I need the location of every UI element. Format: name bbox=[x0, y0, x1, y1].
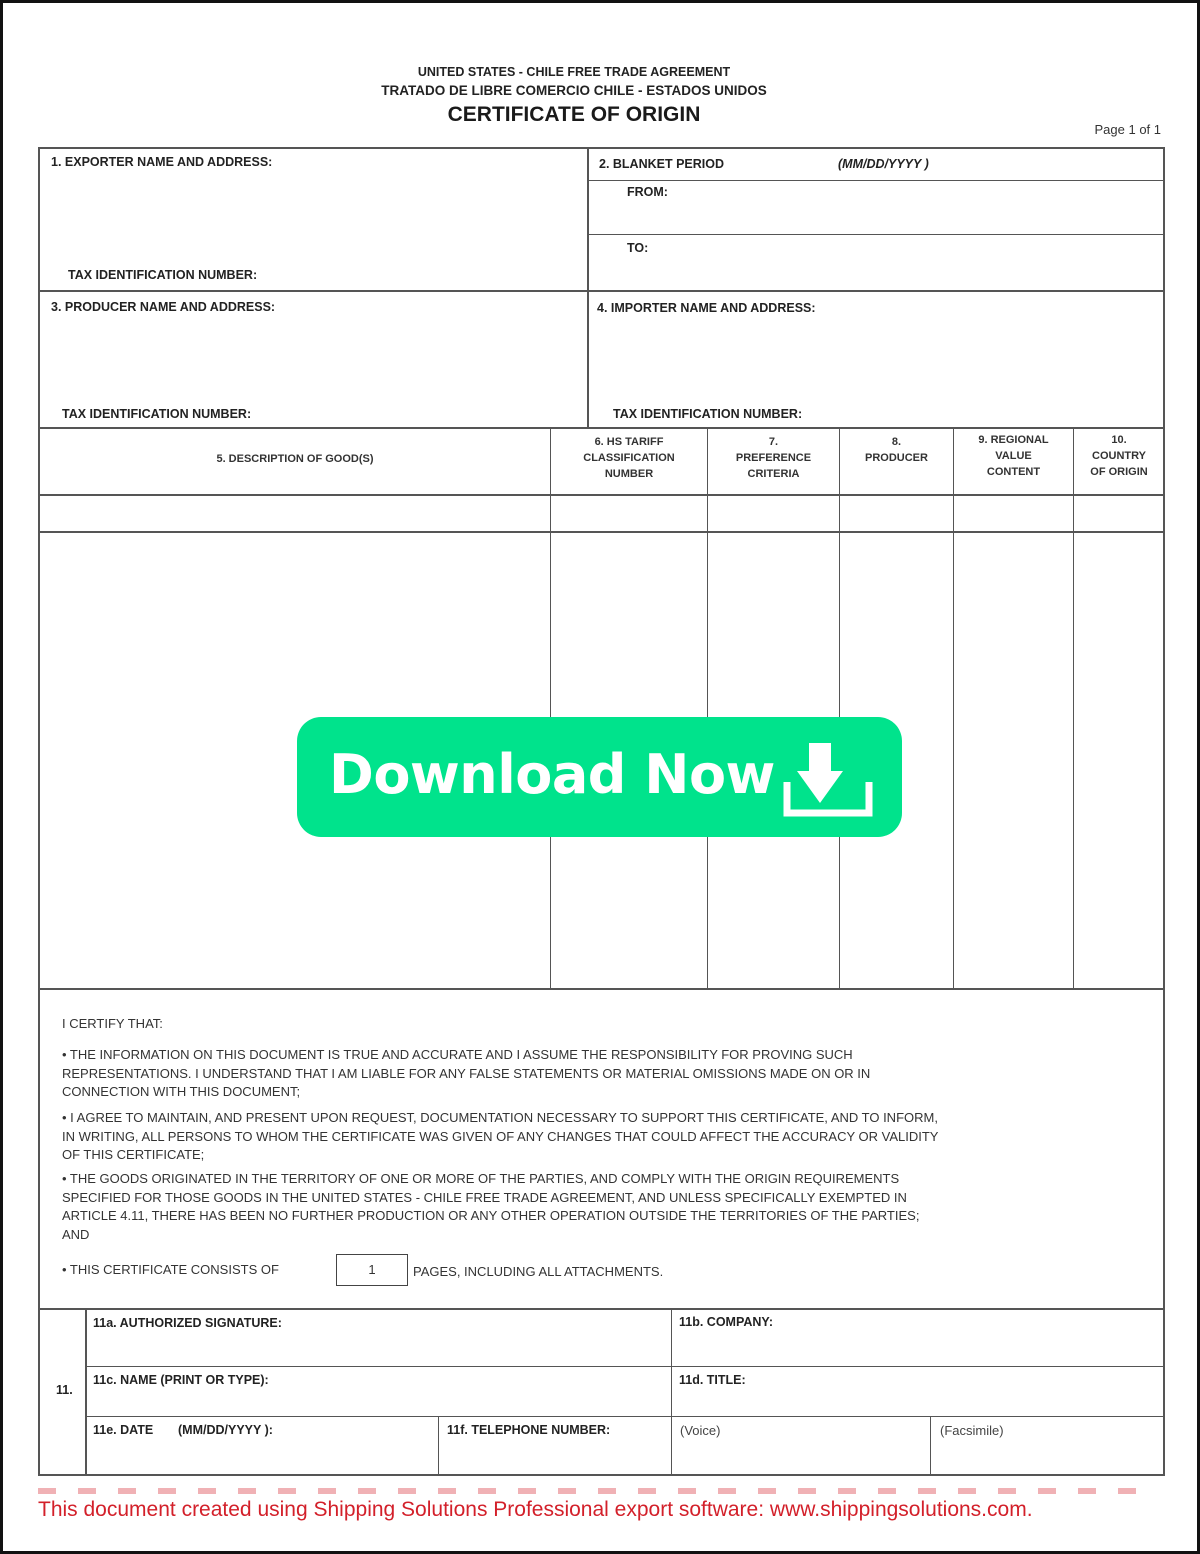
section-11-label: 11. bbox=[56, 1383, 73, 1397]
download-now-button[interactable] bbox=[297, 717, 902, 837]
certify-bullet-1: • THE INFORMATION ON THIS DOCUMENT IS TRUE AND ACCURATE AND I ASSUME THE RESPONSIBILITY FOR PROVING SUCH REPRESENTATIONS. I UNDERSTAND THAT I AM LIABLE FOR ANY FALSE STATEMENTS OR MATERIAL OMISSIONS MADE ON OR IN CONNECTION WITH THIS DOCUMENT; bbox=[62, 1047, 871, 1099]
authorized-signature-label: 11a. AUTHORIZED SIGNATURE: bbox=[93, 1316, 282, 1330]
company-label: 11b. COMPANY: bbox=[679, 1315, 773, 1329]
voice-fax-divider bbox=[930, 1416, 931, 1476]
signature-top bbox=[38, 1308, 1165, 1310]
download-now-label: Download Now bbox=[329, 743, 775, 806]
agreement-title-en: UNITED STATES - CHILE FREE TRADE AGREEMENT bbox=[417, 65, 731, 79]
table-row[interactable] bbox=[40, 496, 1163, 531]
exporter-field[interactable] bbox=[44, 175, 584, 260]
voice-phone-field[interactable] bbox=[674, 1440, 928, 1474]
producer-field[interactable] bbox=[44, 320, 584, 400]
page-indicator: Page 1 of 1 bbox=[1094, 122, 1161, 137]
table-bottom bbox=[38, 988, 1165, 990]
date-format: (MM/DD/YYYY ): bbox=[178, 1423, 273, 1437]
title-field[interactable] bbox=[674, 1390, 1162, 1414]
download-icon bbox=[783, 737, 873, 817]
footer-ghost-text bbox=[38, 1488, 1148, 1494]
certify-bullet-3: • THE GOODS ORIGINATED IN THE TERRITORY OF ONE OR MORE OF THE PARTIES, AND COMPLY WITH THE ORIGIN REQUIREMENTS SPECIFIED FOR THOSE GOODS IN THE UNITED STATES - CHILE FREE TRADE AGREEMENT, AND UNLESS SPECIFICALLY EXEMPTED IN ARTICLE 4.11, THERE HAS BEEN NO FURTHER PRODUCTION OR ANY OTHER OPERATION OUTSIDE THE TERRITORIES OF THE PARTIES; AND bbox=[62, 1171, 920, 1242]
row-divider-1 bbox=[38, 290, 1165, 292]
agreement-title-es: TRATADO DE LIBRE COMERCIO CHILE - ESTADOS UNIDOS bbox=[381, 83, 767, 98]
facsimile-label: (Facsimile) bbox=[940, 1423, 1004, 1438]
importer-tax-id-label: TAX IDENTIFICATION NUMBER: bbox=[613, 407, 803, 421]
certify-heading: I CERTIFY THAT: bbox=[62, 1016, 163, 1031]
producer-label: 3. PRODUCER NAME AND ADDRESS: bbox=[51, 300, 276, 314]
form-border-bottom bbox=[38, 1474, 1165, 1476]
page-title: CERTIFICATE OF ORIGIN bbox=[447, 103, 701, 126]
blanket-period-label: 2. BLANKET PERIOD bbox=[599, 157, 725, 171]
section-divider-vertical bbox=[587, 147, 589, 429]
telephone-area bbox=[441, 1440, 669, 1474]
row-divider-2 bbox=[38, 427, 1165, 429]
exporter-tax-id-label: TAX IDENTIFICATION NUMBER: bbox=[68, 268, 258, 282]
telephone-label: 11f. TELEPHONE NUMBER: bbox=[447, 1423, 611, 1437]
col-header-country: 10. COUNTRY OF ORIGIN bbox=[1090, 434, 1148, 478]
company-field[interactable] bbox=[674, 1334, 1162, 1364]
pages-suffix: PAGES, INCLUDING ALL ATTACHMENTS. bbox=[413, 1264, 664, 1279]
col-header-description: 5. DESCRIPTION OF GOOD(S) bbox=[216, 453, 374, 465]
certify-bullet-2: • I AGREE TO MAINTAIN, AND PRESENT UPON REQUEST, DOCUMENTATION NECESSARY TO SUPPORT THIS CERTIFICATE, AND TO INFORM, IN WRITING, ALL PERSONS TO WHOM THE CERTIFICATE WAS GIVEN OF ANY CHANGES THAT COULD AFFECT THE ACCURACY OR VALIDITY OF THIS CERTIFICATE; bbox=[62, 1110, 939, 1162]
date-label: 11e. DATE bbox=[93, 1423, 154, 1437]
producer-tax-id-label: TAX IDENTIFICATION NUMBER: bbox=[62, 407, 252, 421]
date-field[interactable] bbox=[88, 1440, 436, 1474]
pages-count-input[interactable]: 1 bbox=[336, 1254, 408, 1286]
signature-row-2-bottom bbox=[86, 1416, 1164, 1417]
fax-field[interactable] bbox=[933, 1440, 1162, 1474]
authorized-signature-field[interactable] bbox=[88, 1334, 668, 1364]
form-border-right bbox=[1163, 147, 1165, 1476]
footer-notice: This document created using Shipping Solutions Professional export software: www.shippingsolutions.com. bbox=[38, 1498, 1033, 1521]
blanket-to-label: TO: bbox=[627, 241, 649, 255]
signature-middle-divider bbox=[671, 1308, 672, 1476]
col-header-hs-tariff: 6. HS TARIFF CLASSIFICATION NUMBER bbox=[583, 436, 675, 480]
signature-row-1-bottom bbox=[86, 1366, 1164, 1367]
blanket-from-label: FROM: bbox=[627, 185, 668, 199]
importer-field[interactable] bbox=[594, 320, 1160, 400]
col-header-producer: 8. PRODUCER bbox=[865, 436, 928, 464]
importer-label: 4. IMPORTER NAME AND ADDRESS: bbox=[597, 301, 816, 315]
blanket-period-format: (MM/DD/YYYY ) bbox=[838, 157, 929, 171]
form-border-top bbox=[38, 147, 1165, 149]
date-phone-divider bbox=[438, 1416, 439, 1476]
name-label: 11c. NAME (PRINT OR TYPE): bbox=[93, 1373, 269, 1387]
blanket-from-field[interactable] bbox=[680, 184, 1160, 230]
exporter-label: 1. EXPORTER NAME AND ADDRESS: bbox=[51, 155, 273, 169]
col-header-regional-value: 9. REGIONAL VALUE CONTENT bbox=[978, 434, 1049, 478]
blanket-to-field[interactable] bbox=[660, 238, 1160, 286]
pages-prefix: • THIS CERTIFICATE CONSISTS OF bbox=[62, 1262, 279, 1277]
blanket-period-header-line bbox=[589, 180, 1164, 181]
col-header-preference: 7. PREFERENCE CRITERIA bbox=[735, 436, 812, 480]
signature-label-divider bbox=[85, 1308, 87, 1476]
voice-label: (Voice) bbox=[680, 1423, 721, 1438]
title-label: 11d. TITLE: bbox=[679, 1373, 746, 1387]
name-field[interactable] bbox=[88, 1390, 668, 1414]
blanket-from-to-line bbox=[589, 234, 1164, 235]
